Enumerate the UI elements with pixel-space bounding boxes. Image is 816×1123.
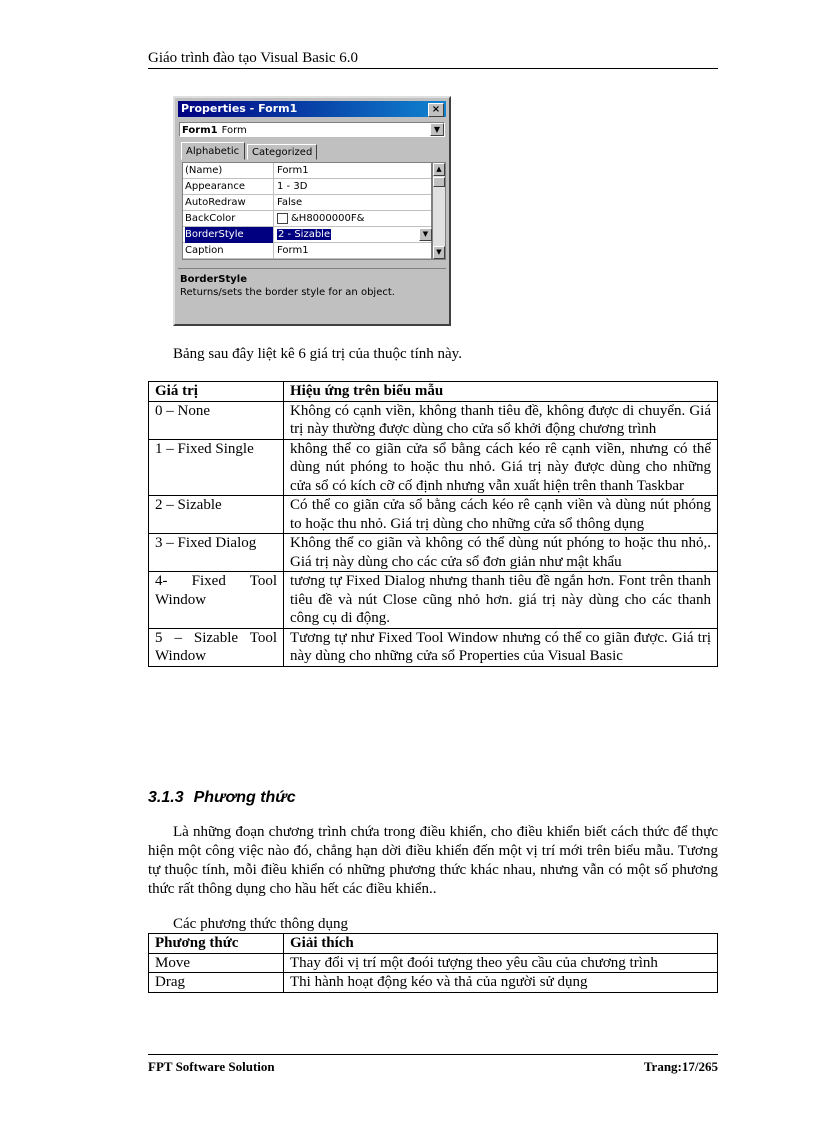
property-name: AutoRedraw	[185, 195, 274, 211]
property-value: False	[277, 197, 303, 208]
color-swatch-icon	[277, 213, 288, 224]
table-cell-explain: Thi hành hoạt động kéo và thả của người sử dụng	[284, 973, 718, 993]
table-cell-effect: tương tự Fixed Dialog nhưng thanh tiêu đề ngắn hơn. Font trên thanh tiêu đề và nút Close cũng nhỏ hơn. giá trị này dùng cho các thanh công cụ di động.	[284, 572, 718, 629]
property-row[interactable]	[183, 179, 431, 195]
table-header-row	[149, 934, 718, 954]
section-title: Phương thức	[193, 789, 296, 806]
property-row[interactable]	[183, 163, 431, 179]
description-text: Returns/sets the border style for an object.	[180, 287, 395, 298]
borderstyle-value: 2 - Sizable	[278, 229, 331, 240]
table-row	[149, 534, 718, 572]
methods-paragraph: Là những đoạn chương trình chứa trong điều khiển, cho điều khiển biết cách thức để thực hiện một công việc nào đó, chẳng hạn dời điều khiển đến một vị trí mới trên biểu mẫu. Tương tự thuộc tính, mỗi điều khiển có những phương thức khác nhau, nhưng vẫn có một số phương thức rất thông dụng cho hầu hết các điều khiển..	[148, 824, 718, 897]
tab-alphabetic[interactable]: Alphabetic	[181, 142, 245, 160]
object-combo[interactable]	[179, 122, 445, 137]
property-name: (Name)	[185, 163, 274, 179]
table-cell-effect: Có thể co giãn cửa sổ bằng cách kéo rê cạnh viền và dùng nút phóng to hoặc thu nhỏ. Giá trị dùng cho những cửa sổ thông dụng	[284, 496, 718, 534]
footer-divider	[148, 1054, 718, 1055]
table-cell-value: 4- Fixed Tool Window	[149, 572, 284, 629]
methods-table	[148, 933, 718, 993]
table-cell-method: Drag	[149, 973, 284, 993]
properties-title: Properties - Form1	[181, 102, 298, 115]
intro-text-1: Bảng sau đây liệt kê 6 giá trị của thuộc tính này.	[173, 346, 462, 362]
property-name: BorderStyle	[185, 227, 274, 243]
table-header-row	[149, 382, 718, 402]
vertical-scrollbar[interactable]	[432, 162, 446, 260]
table-cell-effect: Không thể co giãn và không có thể dùng nút phóng to hoặc thu nhỏ,. Giá trị này dùng cho các cửa sổ đơn giản như mật khẩu	[284, 534, 718, 572]
property-value	[277, 211, 427, 227]
property-row-selected[interactable]	[183, 227, 431, 243]
table-cell-value: 1 – Fixed Single	[149, 439, 284, 496]
properties-titlebar	[178, 101, 446, 117]
table-cell-explain: Thay đổi vị trí một đoói tượng theo yêu cầu của chương trình	[284, 953, 718, 973]
property-row[interactable]	[183, 195, 431, 211]
description-title: BorderStyle	[180, 274, 248, 285]
close-button[interactable]: ×	[428, 103, 444, 117]
intro-text-2: Các phương thức thông dụng	[173, 916, 349, 932]
table-cell-value: 3 – Fixed Dialog	[149, 534, 284, 572]
section-number: 3.1.3	[148, 789, 184, 806]
property-value: Form1	[277, 245, 309, 256]
tab-categorized[interactable]: Categorized	[247, 144, 317, 160]
property-value[interactable]	[277, 227, 427, 243]
table-cell-effect: Tương tự như Fixed Tool Window nhưng có thể co giãn được. Giá trị này dùng cho những cửa sổ Properties của Visual Basic	[284, 628, 718, 666]
section-heading	[148, 789, 296, 807]
table-cell-value: 0 – None	[149, 401, 284, 439]
table-header: Phương thức	[149, 934, 284, 954]
table-row	[149, 496, 718, 534]
property-name: Appearance	[185, 179, 274, 195]
property-grid	[182, 162, 432, 260]
backcolor-value: &H8000000F&	[291, 213, 365, 224]
table-header: Giải thích	[284, 934, 718, 954]
table-cell-effect: không thể co giãn cửa sổ bằng cách kéo rê cạnh viền, nhưng có thể dùng nút phóng to hoặc thu nhỏ. Giá trị này được dùng cho những cửa sổ có kích cỡ cố định nhưng vẫn xuất hiện trên thanh Taskbar	[284, 439, 718, 496]
property-row[interactable]	[183, 243, 431, 259]
table-row	[149, 953, 718, 973]
property-value: 1 - 3D	[277, 181, 308, 192]
scroll-thumb[interactable]	[433, 177, 445, 187]
property-value: Form1	[277, 165, 309, 176]
table-header: Giá trị	[149, 382, 284, 402]
borderstyle-table	[148, 381, 718, 667]
table-row	[149, 628, 718, 666]
table-header: Hiệu ứng trên biểu mẫu	[284, 382, 718, 402]
property-name: Caption	[185, 243, 274, 259]
page-header: Giáo trình đào tạo Visual Basic 6.0	[148, 48, 718, 69]
property-row[interactable]	[183, 211, 431, 227]
description-pane	[178, 268, 446, 320]
table-row	[149, 401, 718, 439]
chevron-down-icon[interactable]: ▼	[430, 123, 444, 136]
object-name: Form1	[182, 125, 218, 136]
footer-company: FPT Software Solution	[148, 1059, 275, 1074]
chevron-down-icon[interactable]: ▼	[419, 228, 432, 241]
table-cell-value: 5 – Sizable Tool Window	[149, 628, 284, 666]
footer-page-number: Trang:17/265	[643, 1059, 718, 1074]
object-type: Form	[221, 125, 247, 136]
table-cell-value: 2 – Sizable	[149, 496, 284, 534]
property-name: BackColor	[185, 211, 274, 227]
table-row	[149, 973, 718, 993]
scroll-down-icon[interactable]: ▼	[433, 246, 445, 259]
table-cell-method: Move	[149, 953, 284, 973]
table-cell-effect: Không có cạnh viền, không thanh tiêu đề, không được di chuyển. Giá trị này thường được dùng cho cửa sổ khởi động chương trình	[284, 401, 718, 439]
scroll-up-icon[interactable]: ▲	[433, 163, 445, 176]
table-row	[149, 439, 718, 496]
properties-window	[173, 96, 451, 326]
page-footer	[148, 1059, 718, 1075]
table-row	[149, 572, 718, 629]
